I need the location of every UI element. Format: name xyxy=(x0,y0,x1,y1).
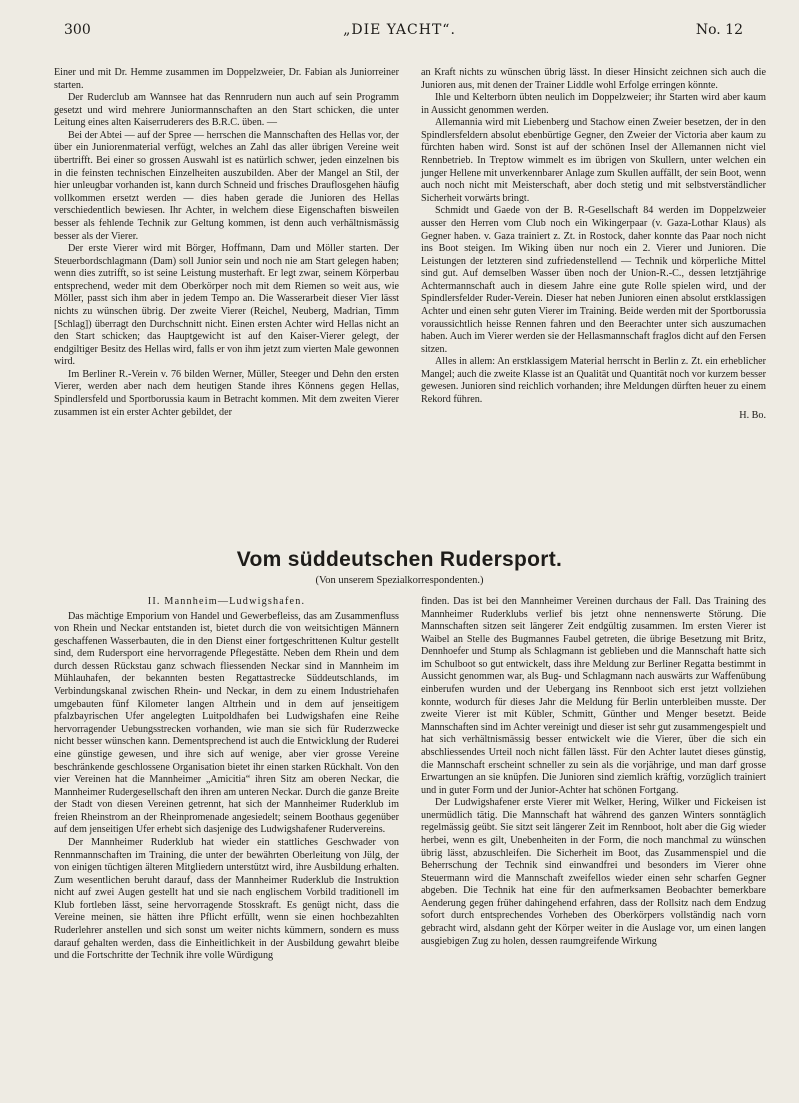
paragraph: Schmidt und Gaede von der B. R-Gesellschaft 84 werden im Doppelzweier ausser den Herren vom Club noch ein Wikingerpaar (v. Gaza-Lothar Klaus) als Gegner haben. v. Gaza trainiert z. Zt. in Rostock, daher konnte das Paar noch nicht ins Boot steigen. Im Wiking üben nur noch ein 2. Vierer und Junioren. Die Leistungen der letzteren sind zufriedenstellend — Technik und körperliche Mittel sind gut. Auf demselben Wasser üben noch der Union-R.-C., dessen letztjährige Achtermannschaft auch in diesem Jahre eine gute Rolle spielen wird, und der Spindlersfelder Ruder-Verein. Dieser hat neben Junioren einen absolut erstklassigen Achter und einen sehr guten Vierer im Training. Beide werden mit der Sportborussia voraussichtlich heisse Rennen fahren und den Beerachter unter sich auszumachen haben. Auch im Vierer werden sie der Hellasmannschaft fraglos dicht auf den Fersen sitzen. xyxy=(421,205,766,355)
paragraph: Das mächtige Emporium von Handel und Gewerbefleiss, das am Zusammenfluss von Rhein und Neckar entstanden ist, bietet durch die von weitsichtigen Männern geschaffenen Wasserbauten, die in den Dienst einer fortgeschrittenen Kultur gestellt sind, dem Rudersport eine hervorragende Pflegestätte. Neben dem Rhein und dem durch dessen Rückstau ganz schwach fliessenden Neckar sind in Mannheim im Mühlauhafen, der bekannten besten Regattastrecke Süddeutschlands, im Verbindungskanal zwischen Rhein- und Neckar, in dem zu einem Industriehafen umgebauten fünf Kilometer langen Altrhein und in dem auf jenseitigem pfalzbayrischen Ufer angelegten Luitpoldhafen bei Ludwigshafen eine Reihe hervorragender Uebungsstrecken vorhanden, wie man sie sich für Ruderzwecke nicht besser wünschen kann. Dementsprechend ist auch die Entwicklung der Ruderei eine günstige gewesen, und ihre sich auf wenige, aber vier grosse Vereine beschränkende geschlossene Organisation bietet ihr einen starken Rückhalt. Von den vier Vereinen hat die Mannheimer „Amicitia“ ihren Sitz am oberen Neckar, die Mannheimer Rudergesellschaft den ihren am unteren Neckar. Durch die ganze Breite der Stadt von diesen Vereinen getrennt, hat sich der Mannheimer Ruderklub im freien Rheinstrom an der Rheinpromenade angesiedelt; seinem Boothaus gegenüber auf dem jenseitigen Ufer erhebt sich dasjenige des Ludwigshafener Rudervereins. xyxy=(54,610,399,836)
paragraph: an Kraft nichts zu wünschen übrig lässt. In dieser Hinsicht zeichnen sich auch die Junioren aus, mit denen der Trainer Liddle wohl Erfolge erringen könnte. xyxy=(421,67,766,91)
issue-number: No. 12 xyxy=(695,22,743,38)
paragraph: Einer und mit Dr. Hemme zusammen im Doppelzweier, Dr. Fabian als Juniorreiner starten. xyxy=(54,67,399,91)
page-header xyxy=(0,22,799,44)
paragraph: Allemannia wird mit Liebenberg und Stachow einen Zweier besetzen, der in den Spindlersfeldern absolut ebenbürtige Gegner, den Zweier der Victoria aber kaum zu fürchten haben wird. Sonst ist auf der schönen Insel der Allemannen nicht viel Rennbetrieb. In Treptow wimmelt es im übrigen von Skullern, unter welchen ein junger Hellene mit unverkennbarer Anlage zum Skullen auffällt, der sein Boot, wenn auch noch nicht mit Meisterschaft, aber doch stetig und mit selbstverständlicher Sicherheit vorwärts bringt. xyxy=(421,117,766,204)
article-subtitle: (Von unserem Spezialkorrespondenten.) xyxy=(315,575,484,586)
section-heading: II. Mannheim—Ludwigshafen. xyxy=(147,596,306,607)
bottom-left-column xyxy=(54,596,399,963)
paragraph: Im Berliner R.-Verein v. 76 bilden Werner, Müller, Steeger und Dehn den ersten Vierer, werden aber nach dem heutigen Stande ihres Könnens gegen Hellas, Spindlersfeld und Sportborussia kaum in Betracht kommen. Mit dem zweiten Vierer zusammen ist ein erster Achter gebildet, der xyxy=(54,368,399,418)
article-title: Vom süddeutschen Rudersport. xyxy=(236,548,563,571)
paragraph: Bei der Abtei — auf der Spree — herrschen die Mannschaften des Hellas vor, der über ein Juniorenmaterial verfügt, welches an Zahl das aller übrigen Vereine weit übertrifft. Bei einer so grossen Auswahl ist es natürlich schwer, jeden einzelnen bis in die feinsten technischen Einzelheiten auszubilden. Aber der Mangel an Stil, der hier unleugbar vorhanden ist, kann durch Schneid und frisches Drauflosgehen häufig vollkommen ersetzt werden — dies haben gerade die Junioren des Hellas verschiedentlich bewiesen. Ihr Achter, in welchem diese Eigenschaften bisweilen besser als fehlende Technik zur Geltung kommen, ist denn auch verhältnismässig besser als der Vierer. xyxy=(54,129,399,242)
paragraph: Der Ruderclub am Wannsee hat das Rennrudern nun auch auf sein Programm gesetzt und wird mehrere Juniormannschaften an den Start schicken, die unter Leitung eines alten Kaiserruderers des B.R.C. üben. — xyxy=(54,92,399,129)
journal-title: „DIE YACHT“. xyxy=(343,22,456,38)
top-left-column xyxy=(54,67,399,419)
paragraph: Alles in allem: An erstklassigem Material herrscht in Berlin z. Zt. ein erheblicher Mangel; auch die zweite Klasse ist an Qualität und Quantität noch vor kurzem besser gewesen. Junioren sind reichlich vorhanden; ihre Meldungen dürften heuer zu einem Rekord führen. xyxy=(421,356,766,406)
paragraph: Der Mannheimer Ruderklub hat wieder ein stattliches Geschwader von Rennmannschaften im Training, die unter der bewährten Oberleitung von Jülg, der von einigen tüchtigen älteren Mitgliedern unterstützt wird, ihre Ausbildung erhalten. Zum wesentlichen beruht darauf, dass der Mannheimer Ruderklub die Instruktion nicht auf zwei Augen gestellt hat und sie nach englischem Vorbild traditionell im Klub fortleben lässt, seine hervorragende Stosskraft. Es genügt nicht, dass die Vereine meinen, sie hätten ihre Pflicht erfüllt, wenn sie einen hochbezahlten Ruderlehrer anstellen und sich sonst um weiter nichts kümmern, sondern es muss darauf gehalten werden, dass die Einheitlichkeit in der Ausbildung gewahrt bleibe und die Fortschritte der Technik ihre volle Würdigung xyxy=(54,836,399,962)
top-right-column xyxy=(421,67,766,422)
author-signature: H. Bo. xyxy=(739,409,766,421)
bottom-right-column xyxy=(421,596,766,948)
paragraph: Der erste Vierer wird mit Börger, Hoffmann, Dam und Möller starten. Der Steuerbordschlagmann (Dam) soll Junior sein und noch nie am Start gelegen haben; wenn dies zutrifft, so ist seine Leistung musterhaft. Er legt zwar, seinem Körperbau entsprechend, weder mit dem Oberkörper noch mit dem Riemen so weit aus, wie Möller, passt sich ihm aber in jedem Tempo an. Die Wasserarbeit dieser Vier lässt nichts zu wünschen übrig. Der zweite Vierer (Reichel, Neuberg, Madrian, Timm [Schlag]) überragt den Durchschnitt nicht. Einen ersten Achter wird Hellas nicht an den Start schicken; das Hauptgewicht ist auf den Kaiser-Vierer gelegt, der endgiltiger Besitz des Hellas wird, falls er von ihm jetzt zum vierten Male gewonnen wird. xyxy=(54,243,399,368)
paragraph: finden. Das ist bei den Mannheimer Vereinen durchaus der Fall. Das Training des Mannheimer Ruderklubs verlief bis jetzt ohne nennenswerte Störung. Die Mannschaften sitzen seit längerer Zeit endgültig zusammen. Im ersten Vierer ist Waibel an Stelle des Bugmannes Faubel getreten, die übrige Besetzung mit Britz, Dennhoefer und Stump als Schlagmann ist geblieben und die Mannschaft hatte sich im Schulboot so gut entwickelt, dass ihre Meldung zur Berliner Regatta bestimmt in Aussicht genommen war, als Bug- und Schlagmann nach auswärts zur Waffenübung einberufen wurden und der Uebergang ins Rennboot sich erst jetzt vollziehen konnte, wodurch für dieses Jahr die Meldung für Berlin unterbleiben musste. Der zweite Vierer ist mit Kübler, Schmitt, Günther und Menger besetzt. Beide Mannschaften sind im Achter vereinigt und dieser ist sehr gut zusammengespielt und hat sich verhältnismässig besser entwickelt wie die Vierer, über die sich ein abschliessendes Urteil noch nicht fällen lässt. Für den Achter lautet dieses günstig, die Mannschaft erscheint schneller zu sein als die vorjährige, und man darf grosse Erwartungen an sie knüpfen. Die Junioren sind ziemlich kräftig, vorzüglich trainiert und in guter Form und der Junior-Achter hat schönen Fortgang. xyxy=(421,596,766,796)
paragraph: Der Ludwigshafener erste Vierer mit Welker, Hering, Wilker und Fickeisen ist unermüdlich tätig. Die Mannschaft hat während des ganzen Winters sonntäglich regelmässig geübt. Sie sitzt seit längerer Zeit im Rennboot, holt aber die Gig wieder herbei, wenn es gilt, Unebenheiten in der Form, die noch manchmal zu wünschen übrig lässt, abzuschleifen. Die Sicherheit im Boot, das Zusammenspiel und die Beherrschung der Technik sind einwandfrei und besonders im Vierer ohne Steuermann wird die Mannschaft zweifellos wieder einen sehr scharfen Gegner abgeben. Die Technik hat eine für den aufmerksamen Beobachter bemerkbare Aenderung gegen früher dahingehend erfahren, dass der Rollsitz nach dem Endzug sofort durch entsprechendes Vorheben des Oberkörpers vollständig nach vorn gebracht wird, alsdann geht der Körper weiter in die Auslage vor, um einen langen ausgiebigen Zug zu holen, dessen raumgreifende Wirkung xyxy=(421,797,766,947)
paragraph: Ihle und Kelterborn übten neulich im Doppelzweier; ihr Starten wird aber kaum in Aussicht genommen werden. xyxy=(421,92,766,116)
page-number: 300 xyxy=(64,22,91,38)
